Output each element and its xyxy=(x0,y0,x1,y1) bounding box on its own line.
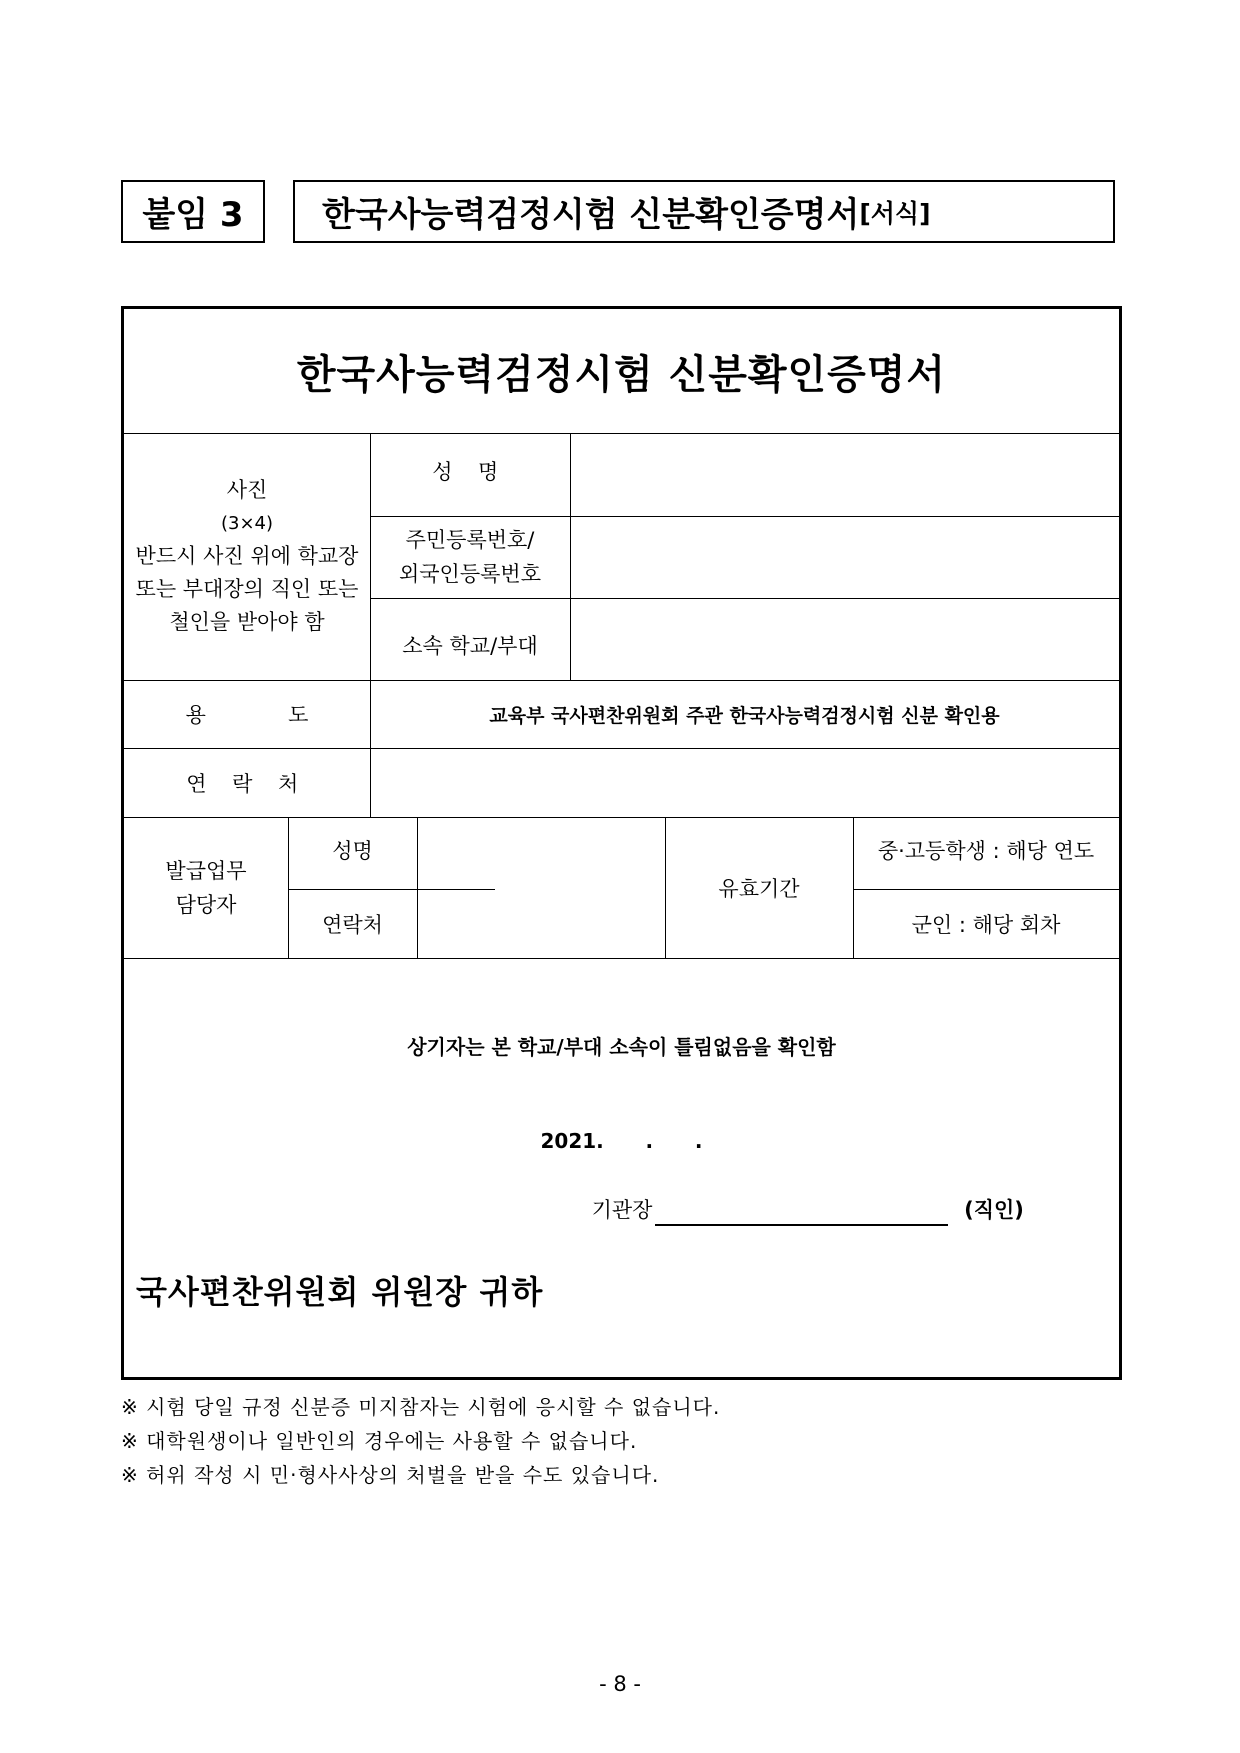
id-number-label xyxy=(370,516,570,598)
attachment-title-suffix: [서식] xyxy=(859,198,931,228)
id-number-label-line2: 외국인등록번호 xyxy=(398,562,541,586)
validity-student: 중·고등학생 : 해당 연도 xyxy=(877,839,1095,863)
issuer-name-value[interactable] xyxy=(418,818,665,889)
id-certificate-form xyxy=(121,306,1122,1380)
attachment-label: 붙임 3 xyxy=(121,180,265,243)
attachment-title-main: 한국사능력검정시험 신분확인증명서 xyxy=(322,195,860,235)
seal-label: (직인) xyxy=(964,1198,1024,1222)
issuer-name-label: 성명 xyxy=(332,839,373,863)
photo-label: 사진 xyxy=(226,478,268,502)
photo-note-line: 철인을 받아야 함 xyxy=(169,610,325,634)
photo-note-line: 반드시 사진 위에 학교장 xyxy=(135,544,359,568)
name-label: 성 명 xyxy=(432,460,508,484)
contact-value[interactable] xyxy=(371,749,1119,817)
photo-area xyxy=(124,439,370,674)
attachment-title xyxy=(293,180,1115,243)
issuer-label-line1: 발급업무 xyxy=(165,858,247,883)
affiliation-label: 소속 학교/부대 xyxy=(402,633,538,658)
issuer-label xyxy=(124,817,288,958)
id-number-label-line1: 주민등록번호/ xyxy=(405,528,535,552)
note-item: ※ 대학원생이나 일반인의 경우에는 사용할 수 없습니다. xyxy=(121,1429,638,1453)
issuer-contact-value[interactable] xyxy=(418,890,665,958)
issuer-contact-label: 연락처 xyxy=(322,912,383,937)
name-value[interactable] xyxy=(571,434,1119,516)
photo-note-line: 또는 부대장의 직인 또는 xyxy=(135,577,359,601)
signer-label: 기관장 xyxy=(591,1198,653,1222)
contact-label: 연 락 처 xyxy=(186,771,308,796)
issuer-label-line2: 담당자 xyxy=(175,892,237,917)
purpose-label: 용 도 xyxy=(185,703,347,727)
issue-date: 2021. . . xyxy=(540,1129,703,1153)
validity-label: 유효기간 xyxy=(718,876,800,901)
form-title: 한국사능력검정시험 신분확인증명서 xyxy=(296,351,947,398)
note-item: ※ 허위 작성 시 민·형사사상의 처벌을 받을 수도 있습니다. xyxy=(121,1463,660,1487)
recipient: 국사편찬위원회 위원장 귀하 xyxy=(136,1273,544,1311)
note-item: ※ 시험 당일 규정 신분증 미지참자는 시험에 응시할 수 없습니다. xyxy=(121,1395,721,1419)
id-number-value[interactable] xyxy=(571,517,1119,598)
notes xyxy=(121,1390,720,1492)
photo-size: (3×4) xyxy=(220,513,274,534)
page-number: - 8 - xyxy=(599,1672,641,1696)
signature-line[interactable] xyxy=(655,1224,948,1226)
confirmation-text: 상기자는 본 학교/부대 소속이 틀림없음을 확인함 xyxy=(407,1034,836,1059)
affiliation-value[interactable] xyxy=(571,599,1119,680)
validity-military: 군인 : 해당 회차 xyxy=(911,912,1061,937)
purpose-value: 교육부 국사편찬위원회 주관 한국사능력검정시험 신분 확인용 xyxy=(489,704,1000,727)
